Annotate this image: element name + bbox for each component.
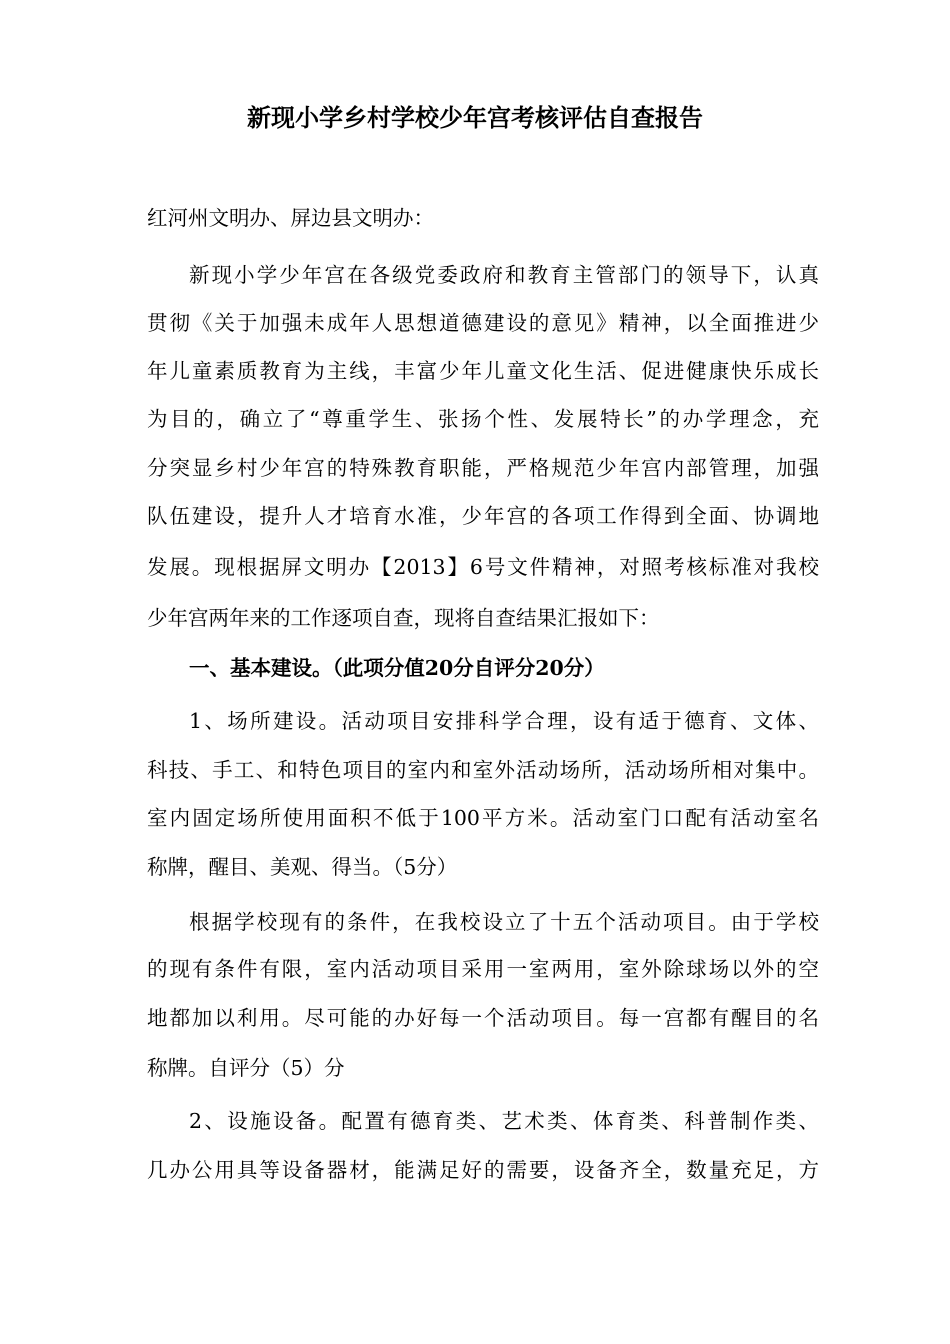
paragraph-line: 1、场所建设。活动项目安排科学合理，设有适于德育、文体、 <box>189 709 819 733</box>
paragraph-line: 科技、手工、和特色项目的室内和室外活动场所，活动场所相对集中。 <box>147 758 819 782</box>
paragraph-line: 新现小学少年宫在各级党委政府和教育主管部门的领导下，认真 <box>189 263 819 287</box>
document-title: 新现小学乡村学校少年宫考核评估自查报告 <box>247 103 703 132</box>
paragraph-line: 根据学校现有的条件，在我校设立了十五个活动项目。由于学校 <box>189 910 819 934</box>
paragraph-line: 几办公用具等设备器材，能满足好的需要，设备齐全，数量充足，方 <box>147 1158 819 1182</box>
paragraph-line: 称牌。自评分（5）分 <box>147 1056 345 1080</box>
section-heading: 一、基本建设。（此项分值20分自评分20分） <box>189 656 605 680</box>
paragraph-line: 称牌，醒目、美观、得当。（5分） <box>147 855 458 879</box>
paragraph-line: 地都加以利用。尽可能的办好每一个活动项目。每一宫都有醒目的名 <box>147 1006 819 1030</box>
paragraph-line: 2、设施设备。配置有德育类、艺术类、体育类、科普制作类、 <box>189 1109 819 1133</box>
paragraph-line: 为目的，确立了“尊重学生、张扬个性、发展特长”的办学理念，充 <box>147 407 819 431</box>
paragraph-line: 队伍建设，提升人才培育水准，少年宫的各项工作得到全面、协调地 <box>147 504 819 528</box>
paragraph-line: 少年宫两年来的工作逐项自查，现将自查结果汇报如下： <box>147 606 660 630</box>
paragraph-line: 贯彻《关于加强未成年人思想道德建设的意见》精神，以全面推进少 <box>147 311 819 335</box>
paragraph-line: 室内固定场所使用面积不低于100平方米。活动室门口配有活动室名 <box>147 806 819 830</box>
paragraph-line: 的现有条件有限，室内活动项目采用一室两用，室外除球场以外的空 <box>147 957 819 981</box>
paragraph-line: 分突显乡村少年宫的特殊教育职能，严格规范少年宫内部管理，加强 <box>147 456 819 480</box>
salutation: 红河州文明办、屏边县文明办： <box>147 206 434 230</box>
paragraph-line: 年儿童素质教育为主线，丰富少年儿童文化生活、促进健康快乐成长 <box>147 359 819 383</box>
paragraph-line: 发展。现根据屏文明办【2013】6号文件精神，对照考核标准对我校 <box>147 555 819 579</box>
